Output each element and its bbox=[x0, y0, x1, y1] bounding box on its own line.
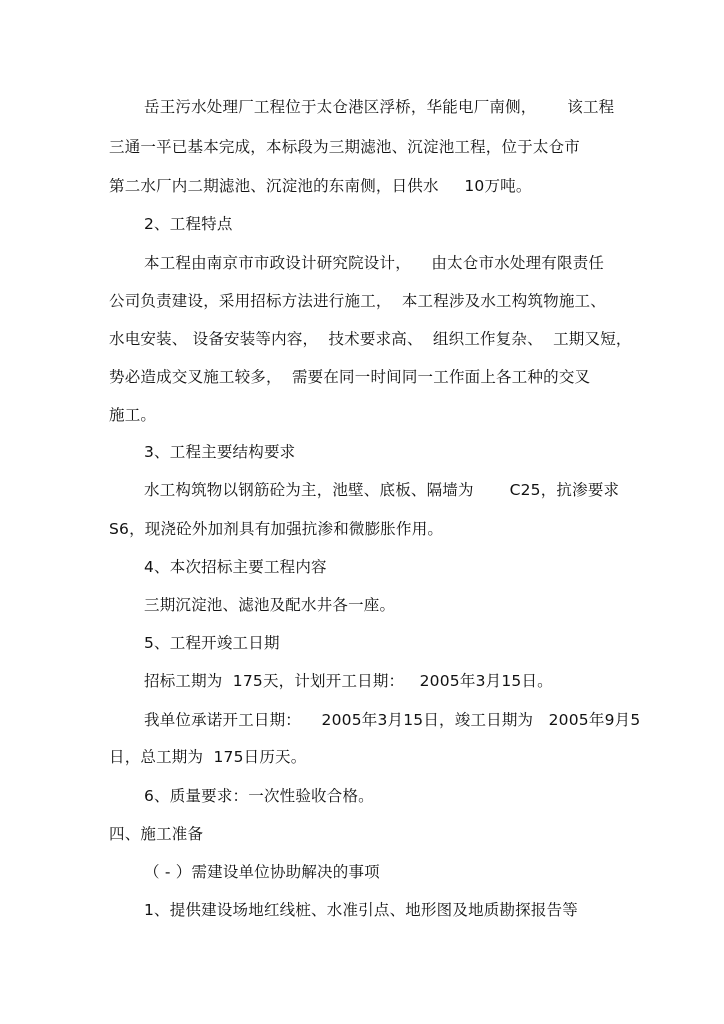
paragraph-line: 公司负责建设，采用招标方法进行施工， 本工程涉及水工构筑物施工、 bbox=[109, 292, 606, 310]
paragraph-line: 招标工期为 175天，计划开工日期： 2005年3月15日。 bbox=[144, 672, 553, 690]
paragraph-line: 势必造成交叉施工较多， 需要在同一时间同一工作面上各工种的交叉 bbox=[109, 368, 591, 386]
subsection-heading: （ - ）需建设单位协助解决的事项 bbox=[144, 863, 380, 881]
section-heading: 3、工程主要结构要求 bbox=[144, 443, 296, 461]
paragraph-line: 施工。 bbox=[109, 406, 157, 424]
paragraph-line: 我单位承诺开工日期： 2005年3月15日，竣工日期为 2005年9月5 bbox=[144, 711, 641, 729]
section-heading: 4、本次招标主要工程内容 bbox=[144, 558, 327, 576]
paragraph-line: S6，现浇砼外加剂具有加强抗渗和微膨胀作用。 bbox=[109, 520, 444, 538]
paragraph-line: 岳王污水处理厂工程位于太仓港区浮桥，华能电厂南侧， 该工程 bbox=[144, 98, 615, 116]
paragraph-line: 1、提供建设场地红线桩、水准引点、地形图及地质勘探报告等 bbox=[144, 901, 578, 919]
section-heading: 5、工程开竣工日期 bbox=[144, 634, 280, 652]
section-heading: 2、工程特点 bbox=[144, 215, 233, 233]
section-heading: 6、质量要求：一次性验收合格。 bbox=[144, 787, 374, 805]
paragraph-line: 水工构筑物以钢筋砼为主，池壁、底板、隔墙为 C25，抗渗要求 bbox=[144, 481, 620, 499]
paragraph-line: 本工程由南京市市政设计研究院设计， 由太仓市水处理有限责任 bbox=[144, 254, 605, 272]
chapter-heading: 四、施工准备 bbox=[109, 825, 204, 843]
paragraph-line: 三期沉淀池、滤池及配水井各一座。 bbox=[144, 596, 396, 614]
paragraph-line: 三通一平已基本完成，本标段为三期滤池、沉淀池工程，位于太仓市 bbox=[109, 138, 581, 156]
paragraph-line: 水电安装、 设备安装等内容， 技术要求高、 组织工作复杂、 工期又短， bbox=[109, 330, 632, 348]
paragraph-line: 第二水厂内二期滤池、沉淀池的东南侧，日供水 10万吨。 bbox=[109, 177, 532, 195]
paragraph-line: 日，总工期为 175日历天。 bbox=[109, 748, 307, 766]
